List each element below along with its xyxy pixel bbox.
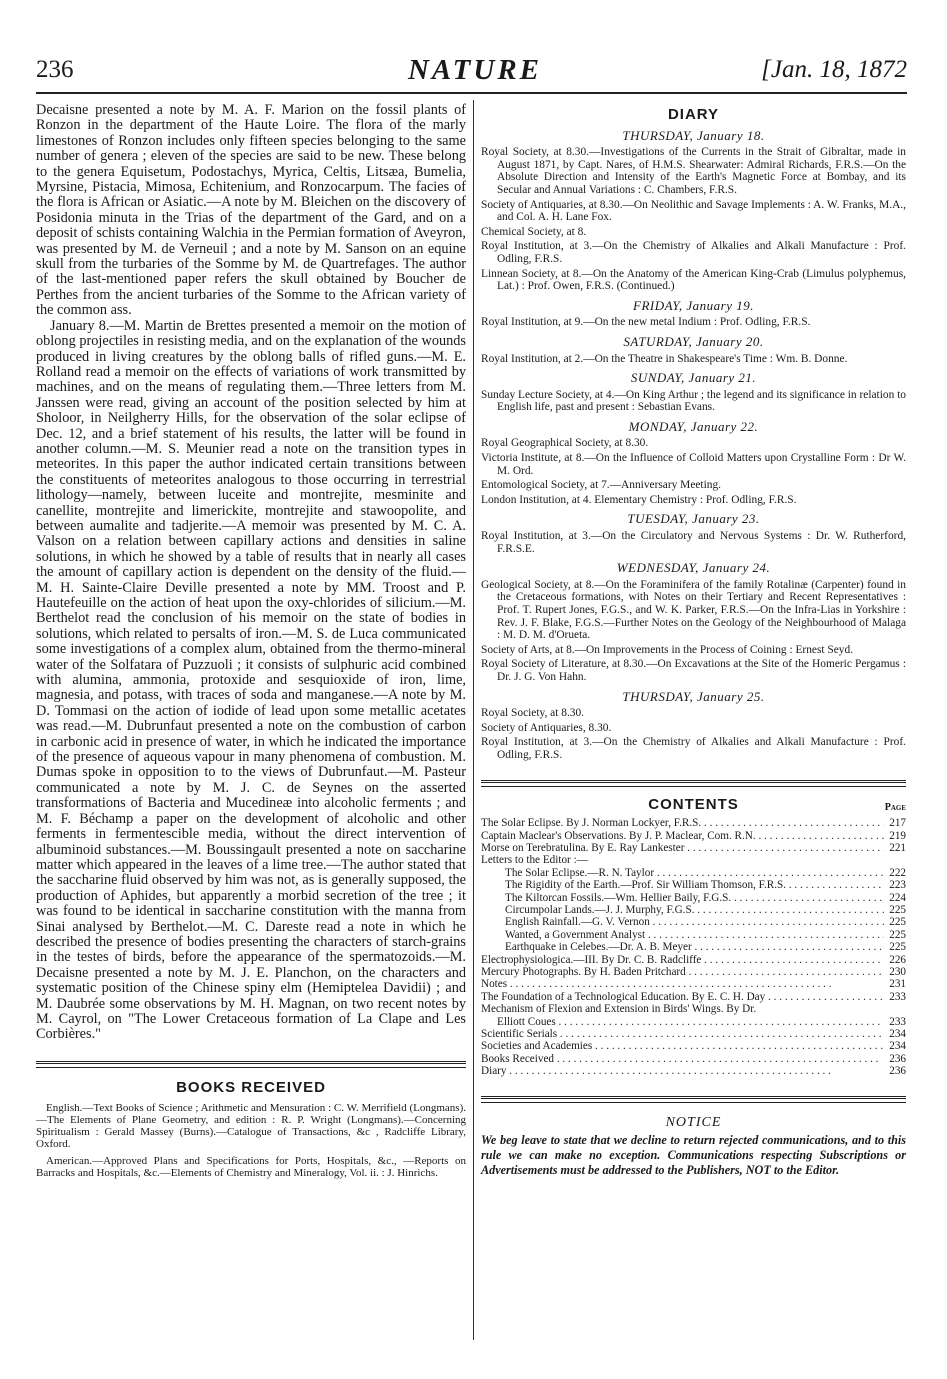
contents-title: Diary . . . (481, 1065, 884, 1077)
contents-title: Elliott Coues . . . (497, 1016, 884, 1028)
contents-row (481, 1003, 906, 1015)
contents-header (481, 795, 906, 813)
section-rule (481, 1096, 906, 1103)
section-rule (481, 780, 906, 787)
diary-heading: DIARY (667, 106, 720, 123)
contents-title: Scientific Serials . . . (481, 1028, 884, 1040)
contents-title: Societies and Academies . . . (481, 1040, 884, 1052)
books-paragraph: English.—Text Books of Science ; Arithmetic and Mensuration : C. W. Merrifield (Longmans).—The Elements of Plane Geometry, and edition : R. P. Wright (Longmans).—Concerning Spiritualism : Gerald Massey (Burns).—Catalogue of Transactions, &c , Radcliffe Library, Oxford. (36, 1102, 466, 1150)
contents-page: 236 (889, 1052, 906, 1065)
report-paragraph: Decaisne presented a note by M. A. F. Marion on the fossil plants of Ronzon in the department of the Haute Loire. The flora of the marly limestones of Ronzon includes only fifteen species belonging to the same number of genera ; eleven of the species are said to be new. These belong to the genera Equisetum, Podostachys, Myrica, Celtis, Litsæa, Bumelia, Myrsine, Pistacia, Mimosa, Echitenium, and Ronzocarpum. The facies of the flora is African or Asiatic.—A note by M. Bleichen on the discovery of Posidonia minuta in the Trias of the department of the Gard, and on a deposit of schists containing Walchia in the Permian formation of Aveyron, was presented by M. de Verneuil ; and a note by M. Sanson on an equine skull from the turbaries of the Somme by M. de Quartrefages. The author of the last-mentioned paper refers the skull obtained by Boucher de Perthes from the ancient turbaries of the Somme to the African variety of the common ass. (36, 102, 466, 319)
contents-row (481, 817, 906, 829)
diary-entry: London Institution, at 4. Elementary Chemistry : Prof. Odling, F.R.S. (481, 493, 797, 506)
contents-title: Wanted, a Government Analyst . . . (505, 929, 884, 941)
contents-page: 231 (889, 978, 906, 991)
contents-row (481, 854, 906, 866)
diary-entry: Chemical Society, at 8. (481, 225, 587, 238)
contents-row (481, 1053, 906, 1065)
diary-entry: Society of Arts, at 8.—On Improvements in the Process of Coining : Ernest Seyd. (481, 643, 854, 656)
contents-title: Morse on Terebratulina. By E. Ray Lankester . . . (481, 842, 884, 854)
diary-entry: Entomological Society, at 7.—Anniversary Meeting. (481, 479, 721, 492)
contents-row (481, 1016, 906, 1028)
notice-text: We beg leave to state that we decline to return rejected communications, and to this rule we can make no exception. Communications respecting Subscriptions or Advertisements must be addressed to the Publishers, NOT to the Editor. (481, 1133, 906, 1178)
contents-row (481, 954, 906, 966)
contents-row (481, 929, 906, 941)
books-received-heading: BOOKS RECEIVED (176, 1078, 326, 1096)
diary-entry: Royal Society of Literature, at 8.30.—On Excavations at the Site of the Homeric Pergamus : Dr. J. G. Von Hahn. (481, 658, 906, 683)
contents-row (481, 916, 906, 928)
diary-day-heading: TUESDAY, January 23. (627, 511, 760, 527)
contents-page: 234 (889, 1040, 906, 1053)
contents-page: 236 (889, 1065, 906, 1078)
contents-row (481, 941, 906, 953)
contents-page-label: Page (884, 801, 906, 813)
diary-day-heading: SUNDAY, January 21. (630, 370, 757, 386)
diary-entry: Society of Antiquaries, 8.30. (481, 721, 612, 734)
diary-day-heading: THURSDAY, January 18. (622, 127, 765, 143)
books-paragraph: American.—Approved Plans and Specifications for Ports, Hospitals, &c., —Reports on Barracks and Hospitals, &c.—Elements of Chemistry and Mineralogy, Vol. ii. : J. Hinrichs. (36, 1155, 466, 1180)
contents-page: 233 (889, 990, 906, 1003)
contents-title: Circumpolar Lands.—J. J. Murphy, F.G.S. . . . (505, 904, 884, 916)
contents-title: The Rigidity of the Earth.—Prof. Sir William Thomson, F.R.S. . . . (505, 879, 884, 891)
contents-title: Captain Maclear's Observations. By J. P. Maclear, Com. R.N. . . . (481, 830, 884, 842)
contents-row (481, 842, 906, 854)
contents-row (481, 867, 906, 879)
contents-row (481, 1040, 906, 1052)
contents-row (481, 1028, 906, 1040)
contents-row (481, 966, 906, 978)
contents-list (481, 817, 906, 1078)
contents-page: 225 (889, 903, 906, 916)
section-rule (36, 1061, 466, 1068)
diary-entry: Sunday Lecture Society, at 4.—On King Arthur ; the legend and its significance in relation to English life, past and present : Sebastian Evans. (481, 388, 906, 414)
contents-row (481, 830, 906, 842)
contents-page: 226 (889, 953, 906, 966)
diary-entry: Royal Society, at 8.30.—Investigations of the Currents in the Strait of Gibraltar, made in August 1871, by Capt. Nares, of H.M.S. Shearwater: Admiral Richards, F.R.S.—On the Absolute Direction and Intensity of the Earth's Magnetic Force at Bombay, and its Secular and Annual Variations : C. Chambers, F.R.S. (481, 146, 906, 196)
contents-page: 225 (889, 916, 906, 929)
contents-title: Books Received . . . (481, 1053, 884, 1065)
contents-page: 221 (889, 841, 906, 854)
diary-day-heading: WEDNESDAY, January 24. (616, 560, 771, 576)
diary-entry: Royal Institution, at 2.—On the Theatre in Shakespeare's Time : Wm. B. Donne. (481, 352, 848, 365)
diary-day-heading: FRIDAY, January 19. (633, 297, 754, 313)
header-rule (36, 92, 907, 94)
diary-day-heading: MONDAY, January 22. (628, 418, 759, 434)
contents-row (481, 991, 906, 1003)
contents-title: Mechanism of Flexion and Extension in Birds' Wings. By Dr. (481, 1003, 757, 1016)
diary-day-heading: THURSDAY, January 25. (622, 688, 765, 704)
diary-entry: Royal Society, at 8.30. (481, 707, 585, 720)
notice-heading: NOTICE (665, 1114, 722, 1130)
contents-title: The Kiltorcan Fossils.—Wm. Hellier Baily, F.G.S. . . . (505, 892, 884, 904)
contents-page: 234 (889, 1028, 906, 1041)
contents-title: The Foundation of a Technological Education. By E. C. H. Day . . . (481, 991, 884, 1003)
contents-row (481, 1065, 906, 1077)
contents-page: 217 (889, 817, 906, 830)
contents-row (481, 978, 906, 990)
contents-row (481, 904, 906, 916)
diary-entry: Royal Institution, at 3.—On the Chemistry of Alkalies and Alkali Manufacture : Prof. Odling, F.R.S. (481, 736, 906, 761)
contents-title: The Solar Eclipse. By J. Norman Lockyer, F.R.S. . . . (481, 817, 884, 829)
contents-heading: CONTENTS (648, 795, 739, 813)
issue-date: [Jan. 18, 1872 (761, 56, 907, 83)
diary-entry: Linnean Society, at 8.—On the Anatomy of the American King-Crab (Limulus polyphemus, Lat.) : Prof. Owen, F.R.S. (Continued.) (481, 267, 906, 293)
diary-entry: Royal Institution, at 3.—On the Circulatory and Nervous Systems : Dr. W. Rutherford, F.R.S.E. (481, 530, 906, 555)
contents-page: 230 (889, 966, 906, 978)
diary-entry: Royal Geographical Society, at 8.30. (481, 437, 649, 450)
contents-title: The Solar Eclipse.—R. N. Taylor . . . (505, 867, 884, 879)
contents-page: 223 (889, 879, 906, 892)
contents-page: 219 (889, 829, 906, 842)
column-separator (473, 100, 474, 1340)
contents-row (481, 879, 906, 891)
report-paragraph: January 8.—M. Martin de Brettes presented a memoir on the motion of oblong projectiles in resisting media, and on the explanation of the wounds produced in living creatures by the oblong balls of rifled guns.—M. E. Rolland read a memoir on the effects of variations of work transmitted by machines, and on the means of regulating them.—Three letters from M. Janssen were read, giving an account of the position selected by him at Sholoor, in Neilgherry Hills, for the observation of the solar eclipse of Dec. 12, and a brief statement of his results, the latter will be found in another column.—M. S. Meunier read a note on the transition types in meteorites. In this paper the author indicated certain transitions between the constituents of meteorites analogous to those occurring in terrestrial lithology—namely, between luceite and montrejite, mesminite and canellite, montrejite and limerickite, montrejite and stawoopolite, and between aumalite and tadjerite.—A memoir was presented by M. C. A. Valson on a relation between capillary actions and densities in saline solutions, in which he showed by a table of results that in nearly all cases the amount of capillary action is dependent on the density of the fluid.—M. H. Sainte-Claire Deville presented a note by MM. Troost and P. Hautefeuille on the action of heat upon the oxy-chlorides of silicium.—M. Berthelot read the conclusion of his memoir on the state of bodies in solutions, which related to persalts of iron.—M. S. de Luca communicated some investigations of a complex alum, obtained from the thermo-mineral water of the Solfatara of Puzzuoli ; it consists of sulphuric acid combined with alumina, ammonia, protoxide and sesquioxide of iron, lime, magnesia, and potass, with traces of soda and manganese.—A note by M. D. Tommasi on the action of iodide of lead upon some metallic acetates was read.—M. Dubrunfaut presented a note on the combustion of carbon in carbonic acid in presence of water, in which he indicated the importance of the presence of aqueous vapour in many phenomena of combustion. M. Dumas spoke in opposition to to the views of Dubrunfaut.—M. Pasteur communicated a note by M. J. C. de Seynes on the asserted transformations of Bacteria and Mucedineæ into alcoholic ferments ; and M. F. Béchamp a paper on the development of alcoholic and other ferments in fermentescible media, without the direct intervention of albuminoid substances.—M. Boussingault presented a note on saccharine matter which appeared in the leaves of a lime tree.—The author stated that the saccharine fluid observed by him was not, as is generally supposed, the production of Aphides, but apparently a morbid secretion of the tree ; it was found to be identical in saccharine constitution with the manna from Sinai analysed by Berthelot.—M. C. Dareste read a note in which he described the presence of bodies presenting the characters of starch-grains in the testes of birds, before the appearance of the spermatozoids.—M. Decaisne presented a note by M. J. E. Planchon, on the characters and systematic position of the Chinese spiny elm (Hemiptelea Davidii) ; and M. Daubrée some observations by M. H. Magnan, on two recent notes by M. Cayrol, on "The Lower Cretaceous formation of La Clape and Les Corbières." (36, 317, 466, 1043)
contents-title: English Rainfall.—G. V. Vernon . . . (505, 916, 884, 928)
contents-page: 224 (889, 891, 906, 904)
diary-entry: Geological Society, at 8.—On the Foraminifera of the family Rotalinæ (Carpenter) found in the Cretaceous formations, with Notes on their Tertiary and Recent Representatives : Prof. T. Rupert Jones, F.G.S., and W. K. Parker, F.R.S.—On the Infra-Lias in Yorkshire : Rev. J. F. Blake, F.G.S.—Further Notes on the Geology of the Neighbourhood of Malaga : M. D. M. d'Orueta. (481, 578, 906, 642)
diary-day-heading: SATURDAY, January 20. (623, 333, 764, 349)
diary-entry: Royal Institution, at 3.—On the Chemistry of Alkalies and Alkali Manufacture : Prof. Odling, F.R.S. (481, 240, 906, 265)
contents-title: Letters to the Editor :— (481, 854, 588, 867)
contents-title: Mercury Photographs. By H. Baden Pritchard . . . (481, 966, 884, 978)
page-number: 236 (36, 56, 74, 83)
contents-page: 222 (889, 866, 906, 879)
contents-title: Notes . . . (481, 978, 884, 990)
books-received-list (36, 1103, 466, 1180)
contents-title: Electrophysiologica.—III. By Dr. C. B. Radcliffe . . . (481, 954, 884, 966)
contents-page: 225 (889, 941, 906, 954)
academy-report (36, 103, 466, 1043)
journal-masthead: NATURE (407, 54, 543, 86)
contents-page: 233 (889, 1015, 906, 1028)
right-column (481, 103, 906, 1178)
diary-list (481, 127, 906, 762)
contents-title: Earthquake in Celebes.—Dr. A. B. Meyer . . . (505, 941, 884, 953)
diary-entry: Victoria Institute, at 8.—On the Influence of Colloid Matters upon Crystalline Form : Dr W. M. Ord. (481, 452, 906, 477)
contents-row (481, 892, 906, 904)
contents-page: 225 (889, 928, 906, 941)
left-column (36, 103, 466, 1186)
diary-entry: Society of Antiquaries, at 8.30.—On Neolithic and Savage Implements : A. W. Franks, M.A., and Col. A. H. Lane Fox. (481, 198, 906, 224)
diary-entry: Royal Institution, at 9.—On the new metal Indium : Prof. Odling, F.R.S. (481, 316, 811, 329)
